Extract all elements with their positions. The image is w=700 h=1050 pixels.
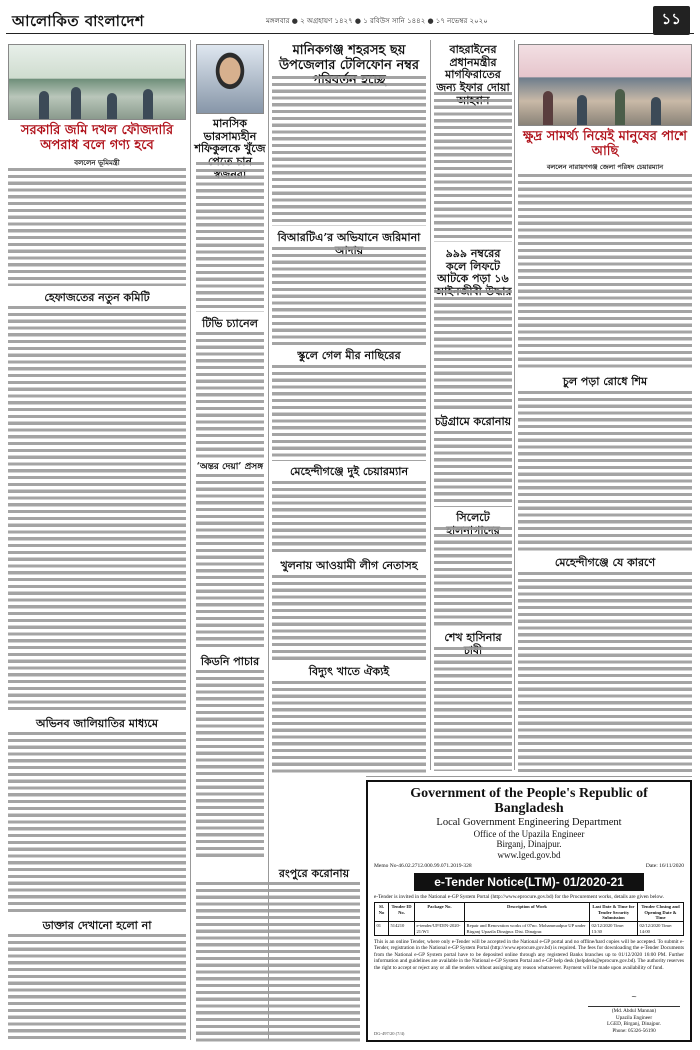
table-cell: 01 <box>375 922 389 936</box>
table-header: Sl. No <box>375 903 389 922</box>
table-row <box>375 922 684 936</box>
tender-reference: DG-497/20 (7/4) <box>374 1031 405 1036</box>
tender-date: Date: 16/11/2020 <box>645 862 684 869</box>
tender-body: This is an online Tender, where only e-Tender will be accepted in the National e-GP portal and no offline/hard copies will be accepted. To submit e-Tender, registration in the National e-GP System Portal (http://www.eprocure.gov.bd) is required. The fees for downloading the e-Tender Documents from the National e-GP System portal have to be deposited online through any registered Banks branches up to 01/12/2020 16:00 PM. Further information and guidelines are available in the National e-GP System Portal and e-GP help desk (helpdesk@eprocure.gov.bd). The authority reserves the right to accept or reject any or all the tenders without assigning any reason whatsoever. Payment will be made upon availability of fund. <box>374 938 684 971</box>
headline-mehendiganj2: মেহেন্দীগঞ্জে যে কারণে <box>554 556 656 569</box>
article-body <box>8 732 186 914</box>
article-body <box>434 527 512 627</box>
article-body <box>434 647 512 771</box>
tender-office: Office of the Upazila Engineer <box>473 828 585 839</box>
headline-rangpur: রংপুরে করোনায় <box>278 867 350 880</box>
article-body <box>434 290 512 410</box>
tender-memo: Memo No-46.02.2712.000.99.071.2019-328 <box>374 862 472 869</box>
tender-signature-block <box>588 993 680 1034</box>
headline-bidyut: বিদ্যুৎ খাতে ঐক্যই <box>308 665 390 678</box>
tender-table <box>374 902 684 935</box>
article-body <box>8 934 186 1042</box>
column-rule <box>190 40 191 1040</box>
signature-mark: ~ <box>588 993 680 1007</box>
headline-lift: ৯৯৯ নম্বরের কলে লিফটে আটকে পড়া ১৬ আইনজীবী উদ্ধার <box>434 247 512 298</box>
table-header: Tender ID No. <box>389 903 415 922</box>
table-header: Package No. <box>415 903 465 922</box>
article-body <box>196 474 264 650</box>
tender-website: www.lged.gov.bd <box>497 849 561 860</box>
tender-memo-line <box>374 863 684 869</box>
headline-manikganj: মানিকগঞ্জ শহরসহ ছয় উপজেলার টেলিফোন নম্বর পরিবর্তন হচ্ছে <box>278 43 420 88</box>
column-rule <box>430 40 431 770</box>
headline-prayer: বাহরাইনের প্রধানমন্ত্রীর মাগফিরাতের জন্য ইফার দোয়া আহ্বান <box>436 43 510 107</box>
meeting-photo <box>8 44 186 120</box>
headline-brta: বিআরটিএ’র অভিযানে জরিমানা আদায় <box>277 231 421 257</box>
article-body <box>518 391 692 551</box>
article-body <box>196 882 360 1042</box>
tender-government: Government of the People's Republic of Bangladesh <box>410 786 648 817</box>
table-cell: 514210 <box>389 922 415 936</box>
tender-intro: e-Tender is invited in the National e-GP System Portal (http://www.eprocure.gov.bd) for the Procurement works, details are given below. <box>374 893 664 900</box>
headline-hair: চুল পড়া রোধে শিম <box>562 375 648 388</box>
masthead <box>6 4 694 34</box>
signer-phone: Phone: 05326-56190 <box>612 1027 656 1034</box>
headline-portrait: মানসিক ভারসাম্যহীন শফিকুলকে খুঁজে পেতে চান স্বজনরা <box>194 117 266 181</box>
missing-person-photo <box>196 44 264 114</box>
byline-land: বললেন ভূমিমন্ত্রী <box>74 158 120 167</box>
article-body <box>272 365 426 461</box>
issue-date-line: মঙ্গলবার ● ২ অগ্রহায়ণ ১৪২৭ ● ১ রবিউস সানি ১৪৪২ ● ১৭ নভেম্বর ২০২০ <box>266 17 488 25</box>
tender-address: Birganj, Dinajpur. <box>496 839 562 850</box>
headline-doctor: ডাক্তার দেখানো হলো না <box>42 919 152 932</box>
page-number: ১১ <box>653 6 690 35</box>
article-body <box>8 168 186 286</box>
byline-relief: বললেন নারায়ণগঞ্জ জেলা পরিষদ চেয়ারম্যান <box>546 163 664 171</box>
headline-tv: টিভি চ্যানেল <box>202 317 258 330</box>
tender-title: e-Tender Notice(LTM)- 01/2020-21 <box>414 873 644 891</box>
headline-relief: ক্ষুদ্র সামর্থ্য নিয়েই মানুষের পাশে আছি <box>523 129 687 159</box>
headline-land: সরকারি জমি দখল ফৌজদারি অপরাধ বলে গণ্য হবে <box>20 123 174 153</box>
article-body <box>434 431 512 507</box>
signer-title: Upazila Engineer <box>615 1014 653 1021</box>
table-cell: 02/12/2020 Time: 13:30 <box>590 922 638 936</box>
signer-name: (Md. Abdul Mannan) <box>611 1008 657 1014</box>
headline-school: স্কুলে গেল মীর নাছিরের <box>297 349 401 362</box>
headline-mehendiganj: মেহেন্দীগঞ্জে দুই চেয়ারম্যান <box>289 465 409 478</box>
headline-sylhet: সিলেটে হালনাগাদের <box>446 511 500 537</box>
headline-reform: ‘অন্তর দেয়া’ প্রসঙ্গ <box>196 462 264 472</box>
article-body <box>196 162 264 312</box>
article-body <box>272 481 426 555</box>
signer-office: LGED, Birganj, Dinajpur. <box>607 1021 661 1027</box>
headline-kidney: কিডনি পাচার <box>200 655 260 668</box>
table-cell: 02/12/2020 Time: 14:00 <box>638 922 684 936</box>
table-cell: e-tender/UP/DIN-2020-21/W1 <box>415 922 465 936</box>
headline-hefazat: হেফাজতের নতুন কমিটি <box>44 291 150 304</box>
article-body <box>8 306 186 710</box>
table-header: Tender Closing and Opening Date & Time <box>638 903 684 922</box>
table-header: Description of Work <box>465 903 590 922</box>
headline-ctg: চট্টগ্রামে করোনায় <box>434 415 512 428</box>
article-body <box>272 247 426 345</box>
table-cell: Repair and Renovation works of 07no. Mohammadpur UP under Birganj Upazila Dinajpur. Dist. Dinajpur. <box>465 922 590 936</box>
article-body <box>196 670 264 860</box>
article-body <box>518 572 692 772</box>
section-divider <box>366 776 692 777</box>
article-body <box>272 681 426 773</box>
article-body <box>434 92 512 242</box>
article-body <box>518 174 692 370</box>
newspaper-logo: আলোকিত বাংলাদেশ <box>12 12 145 30</box>
article-body <box>272 76 426 226</box>
tender-department: Local Government Engineering Department <box>436 816 622 828</box>
headline-jalia: অভিনব জালিয়াতির মাধ্যমে <box>36 717 158 730</box>
table-header: Last Date & Time for Tender Security Submission <box>590 903 638 922</box>
tender-notice <box>366 780 692 1042</box>
article-body <box>272 575 426 661</box>
relief-distribution-photo <box>518 44 692 126</box>
headline-farmer: শেখ হাসিনার চাষী <box>444 631 502 657</box>
column-rule <box>514 40 515 770</box>
article-body <box>196 332 264 458</box>
headline-khulna: খুলনায় আওয়ামী লীগ নেতাসহ <box>280 559 418 572</box>
